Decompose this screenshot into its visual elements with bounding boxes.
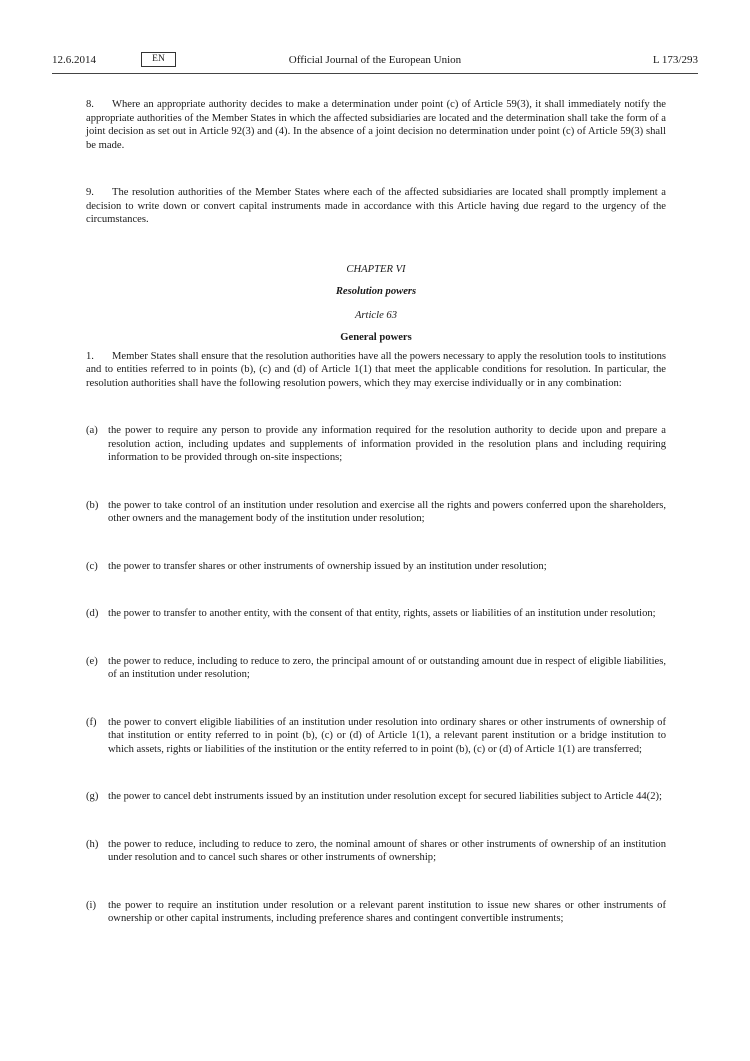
item-label: (f) bbox=[86, 716, 97, 728]
paragraph-number: 8. bbox=[86, 99, 94, 110]
paragraph-number: 9. bbox=[86, 187, 94, 198]
item-text: the power to require any person to provide any information required for the resolution authority to decide upon and prepare a resolution action, including updates and supplements of information provided in the resolution plans and including requiring information to be provided through on-site inspections; bbox=[108, 425, 666, 463]
list-item-a bbox=[86, 424, 666, 465]
item-text: the power to cancel debt instruments issued by an institution under resolution except for secured liabilities subject to Article 44(2); bbox=[108, 791, 662, 802]
item-text: the power to require an institution under resolution or a relevant parent institution to issue new shares or other instruments of ownership or other capital instruments, including preference shares and contingent convertible instruments; bbox=[108, 899, 666, 924]
item-text: the power to reduce, including to reduce to zero, the nominal amount of shares or other instruments of ownership of an institution under resolution and to cancel such shares or other instruments of ownership; bbox=[108, 838, 666, 863]
paragraph-9 bbox=[86, 186, 666, 227]
article-title: General powers bbox=[340, 332, 412, 343]
list-item-d bbox=[86, 607, 666, 621]
item-label: (b) bbox=[86, 499, 99, 511]
item-text: the power to transfer shares or other instruments of ownership issued by an institution under resolution; bbox=[108, 560, 547, 572]
item-label: (i) bbox=[86, 899, 96, 911]
list-item-i bbox=[86, 899, 666, 926]
item-text: the power to take control of an institution under resolution and exercise all the rights and powers conferred upon the shareholders, other owners and the management body of the institution under resolution; bbox=[108, 499, 666, 524]
item-text: the power to transfer to another entity, with the consent of that entity, rights, assets or liabilities of an institution under resolution; bbox=[108, 608, 656, 619]
chapter-title: Resolution powers bbox=[335, 286, 417, 297]
paragraph-number: 1. bbox=[86, 350, 94, 362]
page-header bbox=[0, 0, 750, 74]
item-label: (h) bbox=[86, 838, 99, 850]
publication-date: 12.6.2014 bbox=[52, 54, 96, 66]
list-item-c bbox=[86, 560, 666, 574]
paragraph-text: Member States shall ensure that the resolution authorities have all the powers necessary to apply the resolution tools to institutions and to entities referred to in points (b), (c) and (d) of Article 1(1) that meet the applicable conditions for resolution. In particular, the resolution authorities shall have the following resolution powers, which they may exercise individually or in any combination: bbox=[86, 350, 666, 389]
paragraph-text: Where an appropriate authority decides to make a determination under point (c) of Article 59(3), it shall immediately notify the appropriate authorities of the Member States in which the affected subsidiaries are located and the determination shall take the form of a joint decision as set out in Article 92(3) and (4). In the absence of a joint decision no determination under point (c) of Article 59(3) shall be made. bbox=[86, 99, 666, 151]
list-item-e bbox=[86, 655, 666, 682]
page-reference: L 173/293 bbox=[652, 54, 698, 66]
item-label: (e) bbox=[86, 655, 98, 667]
item-text: the power to convert eligible liabilities of an institution under resolution into ordinary shares or other instruments of ownership of that institution or entity referred to in point (b), (c) or (d) of Article 1(1), a relevant parent institution or a bridge institution to which assets, rights or liabilities of the institution or the entity referred to in point (b), (c) or (d) of Article 1(1) are transferred; bbox=[108, 716, 666, 755]
item-label: (d) bbox=[86, 608, 99, 619]
journal-title: Official Journal of the European Union bbox=[288, 54, 462, 66]
article-paragraph-1 bbox=[86, 350, 666, 391]
article-label: Article 63 bbox=[354, 309, 398, 321]
document-body bbox=[86, 98, 666, 926]
item-label: (c) bbox=[86, 560, 98, 572]
header-divider bbox=[52, 73, 698, 74]
item-label: (a) bbox=[86, 425, 98, 436]
list-item-h bbox=[86, 838, 666, 865]
list-item-f bbox=[86, 716, 666, 757]
paragraph-8 bbox=[86, 98, 666, 152]
item-text: the power to reduce, including to reduce to zero, the principal amount of or outstanding amount due in respect of eligible liabilities, of an institution under resolution; bbox=[108, 655, 666, 680]
paragraph-text: The resolution authorities of the Member States where each of the affected subsidiaries are located shall promptly implement a decision to write down or convert capital instruments made in accordance with this Article having due regard to the urgency of the circumstances. bbox=[86, 187, 666, 225]
chapter-label: CHAPTER VI bbox=[346, 263, 406, 275]
list-item-b bbox=[86, 499, 666, 526]
list-item-g bbox=[86, 790, 666, 804]
item-label: (g) bbox=[86, 791, 99, 802]
language-badge: EN bbox=[141, 52, 176, 67]
